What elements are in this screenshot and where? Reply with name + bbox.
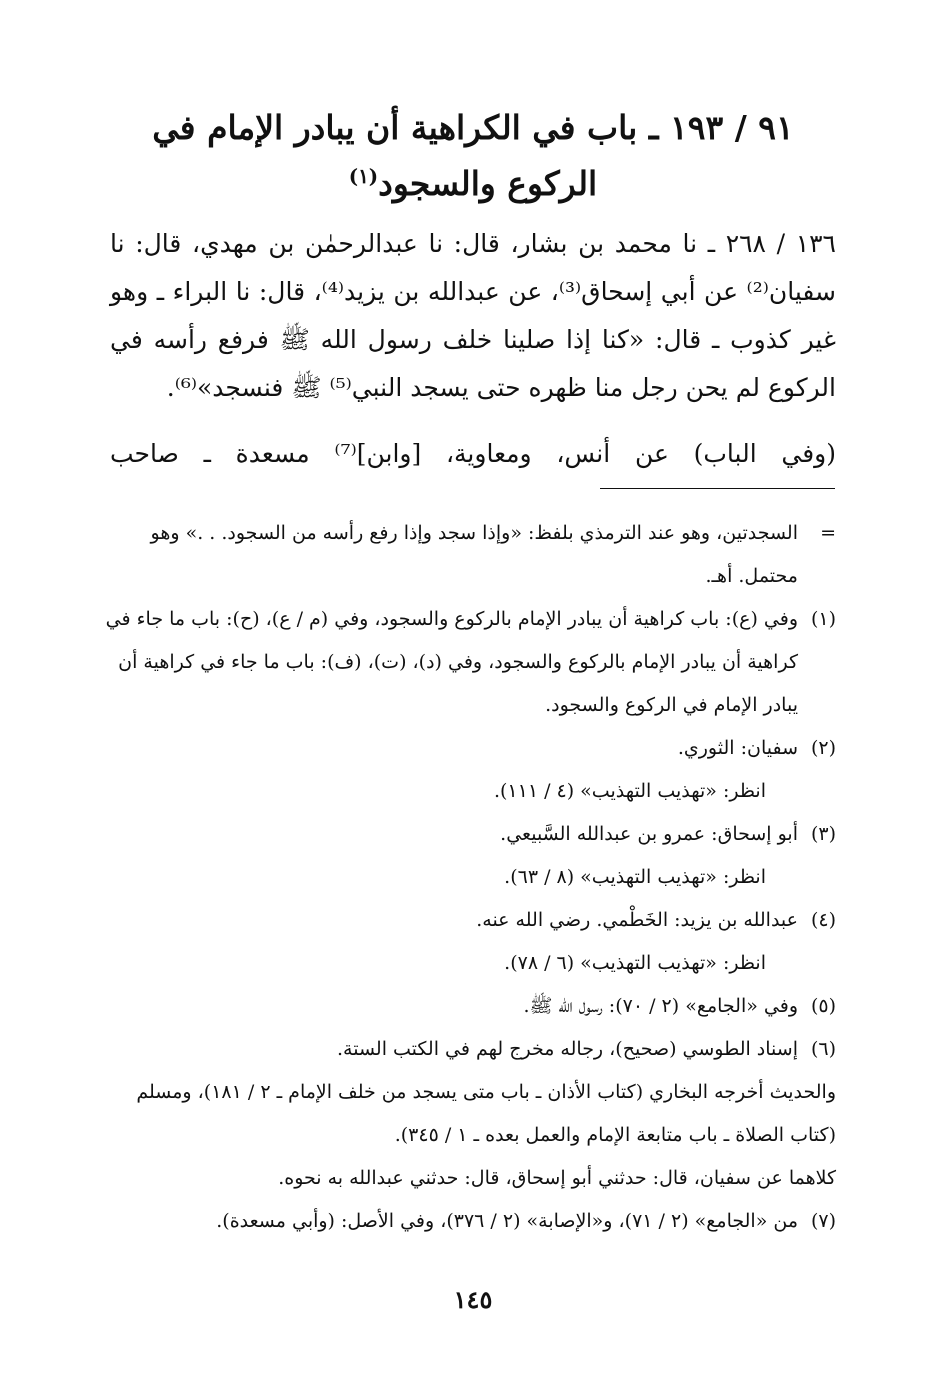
footnotes-section xyxy=(105,512,836,1243)
footnote-text: عبدالله بن يزيد: الخَطْمي. رضي الله عنه. xyxy=(476,909,798,931)
footnote-text: السجدتين، وهو عند الترمذي بلفظ: «وإذا سجد وإذا رفع رأسه من السجود. . .» وهو محتمل. أهـ. xyxy=(150,522,798,587)
chapter-heading xyxy=(110,100,836,212)
footnote xyxy=(105,1200,836,1243)
footnote xyxy=(105,985,836,1028)
footnote-text: وفي (ع): باب كراهية أن يبادر الإمام بالركوع والسجود، وفي (م / ع)، (ح): باب ما جاء في كراهية أن يبادر الإمام بالركوع والسجود، وفي (د)، (ت)، (ف): باب ما جاء في كراهية أن يبادر الإمام في الركوع والسجود. xyxy=(105,608,798,716)
footnote-text: من «الجامع» (٢ / ٧١)، و«الإصابة» (٢ / ٣٧٦)، وفي الأصل: (وأبي مسعدة). xyxy=(216,1210,798,1232)
chapter-heading-line-2-text: الركوع والسجود xyxy=(378,164,598,203)
footnote-text: أبو إسحاق: عمرو بن عبدالله السَّبيعي. xyxy=(500,823,798,845)
footnote xyxy=(105,1028,836,1071)
footnote xyxy=(105,512,836,598)
footnote-divider xyxy=(600,488,835,489)
footnote-number: (٢) xyxy=(810,737,836,759)
chapter-heading-line-1: ٩١ / ١٩٣ ـ باب في الكراهية أن يبادر الإمام في xyxy=(152,108,794,147)
hadith-text: ١٣٦ / ٢٦٨ ـ نا محمد بن بشار، قال: نا عبدالرحمٰن بن مهدي، قال: نا سفيان⁽²⁾ عن أبي إسحاق⁽³⁾، عن عبدالله بن يزيد⁽⁴⁾، قال: نا البراء ـ وهو غير كذوب ـ قال: «كنا إذا صلينا خلف رسول الله ﷺ فرفع رأسه في الركوع لم يحن رجل منا ظهره حتى يسجد النبي⁽⁵⁾ ﷺ فنسجد»⁽⁶⁾. xyxy=(110,229,836,402)
footnote-number: (٤) xyxy=(810,909,836,931)
footnote-continuation: والحديث أخرجه البخاري (كتاب الأذان ـ باب متى يسجد من خلف الإمام ـ ٢ / ١٨١)، ومسلم (كتاب الصلاة ـ باب متابعة الإمام والعمل بعده ـ ١ / ٣٤٥). xyxy=(136,1081,836,1146)
page-number: ١٤٥ xyxy=(453,1285,493,1314)
footnote-number: (٥) xyxy=(810,995,836,1017)
footnote-reference-line: انظر: «تهذيب التهذيب» (٤ / ١١١). xyxy=(493,780,766,802)
footnote-ref-1: (١) xyxy=(348,164,379,188)
footnote-number: (٣) xyxy=(810,823,836,845)
footnote-reference-line: انظر: «تهذيب التهذيب» (٨ / ٦٣). xyxy=(504,866,766,888)
footnote-text: وفي «الجامع» (٢ / ٧٠): رسول الله ﷺ. xyxy=(523,995,798,1017)
footnote-number: (٧) xyxy=(810,1210,836,1232)
bab-line: (وفي الباب) عن أنس، ومعاوية، [وابن]⁽⁷⁾ مسعدة ـ صاحب xyxy=(110,439,836,468)
footnote xyxy=(105,899,836,942)
footnote-text: إسناد الطوسي (صحيح)، رجاله مخرج لهم في الكتب الستة. xyxy=(337,1038,798,1060)
footnote xyxy=(105,598,836,727)
footnote-reference-line: انظر: «تهذيب التهذيب» (٦ / ٧٨). xyxy=(504,952,766,974)
footnote xyxy=(105,727,836,770)
footnote-text: سفيان: الثوري. xyxy=(677,737,798,759)
footnote-number: = xyxy=(820,522,836,544)
chapter-heading-line-2 xyxy=(110,156,836,212)
footnote-number: (٦) xyxy=(810,1038,836,1060)
hadith-body xyxy=(110,220,836,412)
footnote-continuation: كلاهما عن سفيان، قال: حدثني أبو إسحاق، قال: حدثني عبدالله به نحوه. xyxy=(278,1167,836,1189)
footnote-number: (١) xyxy=(810,608,836,630)
footnote xyxy=(105,813,836,856)
